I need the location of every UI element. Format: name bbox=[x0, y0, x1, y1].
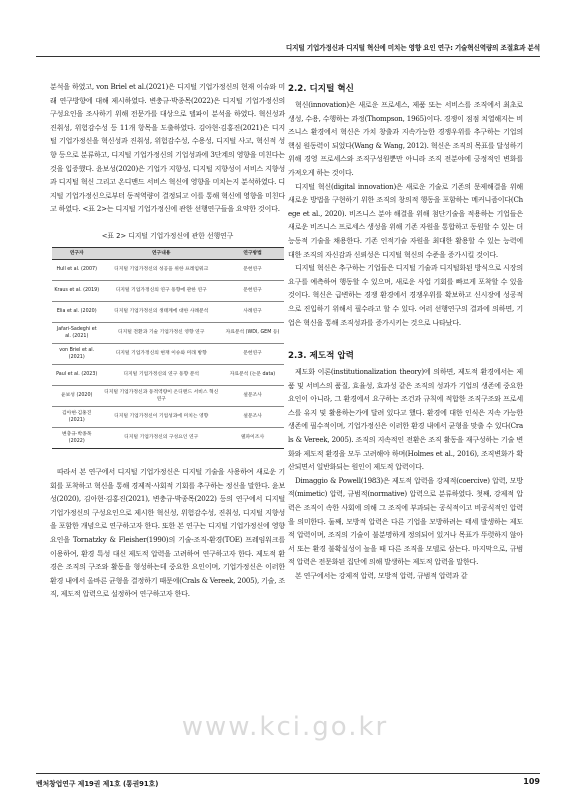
table-cell: 문헌연구 bbox=[221, 259, 284, 280]
right-paragraph-23a: 제도화 이론(institutionalization theory)에 의하면, 제도적 환경에서는 제품 및 서비스의 품질, 효율성, 효과성 같은 조직의 성과가 기업의 생존에 중요한 요인이 아니라, 그 환경에서 요구하는 조건과 규칙에 적합한 조직구조와 프로세스를 유지 및 활용하는가에 달려 있다고 했다. 환경에 대한 인식은 지속 가능한 생존에 필수적이며, 기업가정신은 이러한 환경 내에서 균형을 맞출 수 있다(Crals & Vereek, 2005). 조직의 지속적인 전환은 조직 활동을 재구성하는 기술 변화와 제도적 환경을 모두 고려해야 하며(Holmes et al., 2016), 조직변화가 확산되면서 일반화되는 원인이 제도적 압력이다. bbox=[288, 367, 523, 472]
table-cell: 디지털 기업가정신과 동적역량이 온디맨드 서비스 혁신 연구 bbox=[101, 385, 221, 406]
table-header-content: 연구내용 bbox=[101, 247, 221, 259]
right-column bbox=[288, 80, 523, 583]
table-row bbox=[52, 427, 284, 448]
footer-rule bbox=[36, 773, 540, 774]
table-cell: 사례연구 bbox=[221, 301, 284, 322]
table-row bbox=[52, 280, 284, 301]
table-row bbox=[52, 259, 284, 280]
table-cell: 자료분석 (논문 data) bbox=[221, 364, 284, 385]
table-cell: 윤보성 (2020) bbox=[52, 385, 101, 406]
table-cell: Hull et al. (2007) bbox=[52, 259, 101, 280]
watermark: www.kci.go.kr bbox=[181, 712, 389, 742]
section-title-digital-innovation: 2.2. 디지털 혁신 bbox=[288, 84, 354, 94]
right-paragraph-22a: 혁신(innovation)은 새로운 프로세스, 제품 또는 서비스를 조직에서 최초로 생성, 수용, 수행하는 과정(Thompson, 1965)이다. 경쟁이 점점 치열해지는 비즈니스 환경에서 혁신은 가치 창출과 지속가능한 경쟁우위를 추구하는 기업의 핵심 원동력이 되었다(Wang & Wang, 2012). 혁신은 조직의 목표를 달성하기 위해 경영 프로세스와 조직구성원뿐만 아니라 조직 전분야에 긍정적인 변화를 가져오게 하는 것이다. bbox=[288, 100, 523, 177]
table-cell: Elia et al. (2020) bbox=[52, 301, 101, 322]
table-cell: 디지털 전환과 기술 기업가정신 영향 연구 bbox=[101, 322, 221, 343]
table-row bbox=[52, 301, 284, 322]
left-paragraph-2: 따라서 본 연구에서 디지털 기업가정신은 디지털 기술을 사용하여 새로운 기회를 포착하고 혁신을 통해 경제적·사회적 기회를 추구하는 정신을 말한다. 윤보성(2020), 김아현·김홍진(2021), 변충규·박종목(2022) 등의 연구에서 디지털 기업가정신의 구성요인으로 제시한 혁신성, 위험감수성, 진취성, 디지털 지향성을 포함한 개념으로 연구하고자 한다. 또한 본 연구는 디지털 기업가정신에 영향 요인을 Tornatzky & Fleisher(1990)의 기술-조직-환경(TOE) 프레임워크를 이용하여, 환경 특성 대신 제도적 압력을 고려하여 연구하고자 한다. 제도적 환경은 조직의 구조와 활동을 형성하는데 중요한 요인이며, 기업가정신은 이러한 환경 내에서 올바른 균형을 결정하기 때문에(Crals & Vereek, 2005), 기술, 조직, 제도적 압력으로 설정하여 연구하고자 한다. bbox=[50, 466, 285, 599]
table-header-method: 연구방법 bbox=[221, 247, 284, 259]
running-header: 디지털 기업가정신과 디지털 혁신에 미치는 영향 요인 연구: 기술혁신역량의 조절효과 분석 bbox=[285, 44, 540, 52]
right-paragraph-23b: Dimaggio & Powell(1983)은 제도적 압력을 강제적(coercive) 압력, 모방적(mimetic) 압력, 규범적(normative) 압력으로 분류하였다. 첫째, 강제적 압력은 조직이 속한 사회에 의해 그 조직에 부과되는 공식적이고 비공식적인 압력을 의미한다. 둘째, 모방적 압력은 다른 기업을 모방하려는 태세 발생하는 제도적 압력이며, 조직의 기술이 불분명하게 정의되어 있거나 목표가 뚜렷하지 않아서 또는 환경 불확실성이 높을 때 다른 조직을 모델로 삼는다. 마지막으로, 규범적 압력은 전문화된 집단에 의해 발생하는 제도적 압력을 말한다. bbox=[288, 475, 523, 567]
header-rule bbox=[36, 56, 540, 57]
table-cell: 설문조사 bbox=[221, 406, 284, 427]
table-cell: 디지털 기업가정신의 현재 이슈와 미래 방향 bbox=[101, 343, 221, 364]
table-cell: Paul et al. (2023) bbox=[52, 364, 101, 385]
table-cell: 설문조사 bbox=[221, 385, 284, 406]
table-cell: Kraus et al. (2019) bbox=[52, 280, 101, 301]
table-row bbox=[52, 406, 284, 427]
right-paragraph-23c: 본 연구에서는 강제적 압력, 모방적 압력, 규범적 압력과 같 bbox=[295, 571, 468, 580]
table-cell: 디지털 기업가정신이 기업성과에 미치는 영향 bbox=[101, 406, 221, 427]
table-cell: 델파이조사 bbox=[221, 427, 284, 448]
table-cell: 문헌연구 bbox=[221, 280, 284, 301]
table-cell: 디지털 기업가정신의 연구 동향에 관한 연구 bbox=[101, 280, 221, 301]
table-header-row bbox=[52, 247, 284, 259]
left-column bbox=[50, 80, 285, 601]
table-row bbox=[52, 343, 284, 364]
table-cell: 변충규·박종목 (2022) bbox=[52, 427, 101, 448]
footer-journal: 벤처창업연구 제19권 제1호 (통권91호) bbox=[36, 780, 159, 788]
table-cell: 자료분석 (WDI, GEM 등) bbox=[221, 322, 284, 343]
table-row bbox=[52, 364, 284, 385]
table-caption: <표 2> 디지털 기업가정신에 관한 선행연구 bbox=[101, 231, 234, 240]
table-cell: 디지털 기업가정신의 성공을 위한 프레임워크 bbox=[101, 259, 221, 280]
table-row bbox=[52, 385, 284, 406]
right-paragraph-22b: 디지털 혁신(digital innovation)은 새로운 기술로 기존의 문제해결을 위해 새로운 방법을 구현하기 위한 조직의 창의적 행동을 포함하는 메커니즘이다(Chege et al., 2020). 비즈니스 분야 해결을 위해 첨단기술을 적용하는 기업들은 새로운 비즈니스 프로세스 생성을 위해 기존 자원을 통합하고 동원할 수 있는 더 능동적 기술을 채용한다. 기존 인적기술 자원을 최대한 활용할 수 있는 능력에 대한 조직의 자신감과 신뢰성은 디지털 혁신의 수준을 증가시킬 것이다. bbox=[288, 181, 523, 259]
table-cell: 문헌연구 bbox=[221, 343, 284, 364]
right-paragraph-22c: 디지털 혁신은 추구하는 기업들은 디지털 기술과 디지털화된 방식으로 시장의 요구를 예측하여 행동할 수 있으며, 새로운 사업 기회를 빠르게 포착할 수 있을 것이다. 혁신은 급변하는 경쟁 환경에서 경쟁우위를 확보하고 신시장에 성공적으로 진입하기 위해서 필수라고 할 수 있다. 여러 선행연구의 결과에 의하면, 기업은 혁신을 통해 조직성과를 증가시키는 것으로 나타났다. bbox=[288, 263, 523, 327]
table-cell: 김아현·김홍진 (2021) bbox=[52, 406, 101, 427]
left-paragraph-1: 분석을 하였고, von Briel et al.(2021)은 디지털 기업가정신의 현재 이슈와 미래 연구방향에 대해 제시하였다. 변충규·박종목(2022)은 디지털 기업가정신의 구성요인을 조사하기 위해 전문가를 대상으로 델파이 분석을 하였다. 혁신성과 진취성, 위험감수성 등 11개 항목을 도출하였다. 김아현·김홍진(2021)은 디지털 기업가정신을 혁신성과 진취성, 위험감수성, 수용성, 디지털 사고, 혁신적 성향 등으로 분류하고, 디지털 기업가정신의 기업성과에 3단계의 영향을 미친다는 것을 입증했다. 윤보성(2020)은 기업가 지향성, 디지털 지향성이 서비스 지향성과 디지털 혁신 그리고 온디맨드 서비스 혁신에 영향을 미치는지 분석하였다. 디지털 기업가정신으로부터 동적역량이 결정되고 이를 통해 혁신에 영향을 미친다고 하였다. <표 2>는 디지털 기업가정신에 관한 선행연구들을 요약한 것이다. bbox=[50, 82, 285, 214]
section-title-institutional-pressure: 2.3. 제도적 압력 bbox=[288, 351, 354, 362]
table-cell: 디지털 기업가정신의 생태계에 대한 사례분석 bbox=[101, 301, 221, 322]
table-cell: 디지털 기업가정신의 연구 동향 분석 bbox=[101, 364, 221, 385]
page-number: 109 bbox=[523, 777, 540, 786]
literature-table bbox=[52, 247, 284, 449]
table-row bbox=[52, 322, 284, 343]
table-cell: 디지털 기업가정신의 구성요인 연구 bbox=[101, 427, 221, 448]
table-cell: von Briel et al. (2021) bbox=[52, 343, 101, 364]
table-cell: Jafari-Sadeghi et al. (2021) bbox=[52, 322, 101, 343]
table-header-researcher: 연구자 bbox=[52, 247, 101, 259]
